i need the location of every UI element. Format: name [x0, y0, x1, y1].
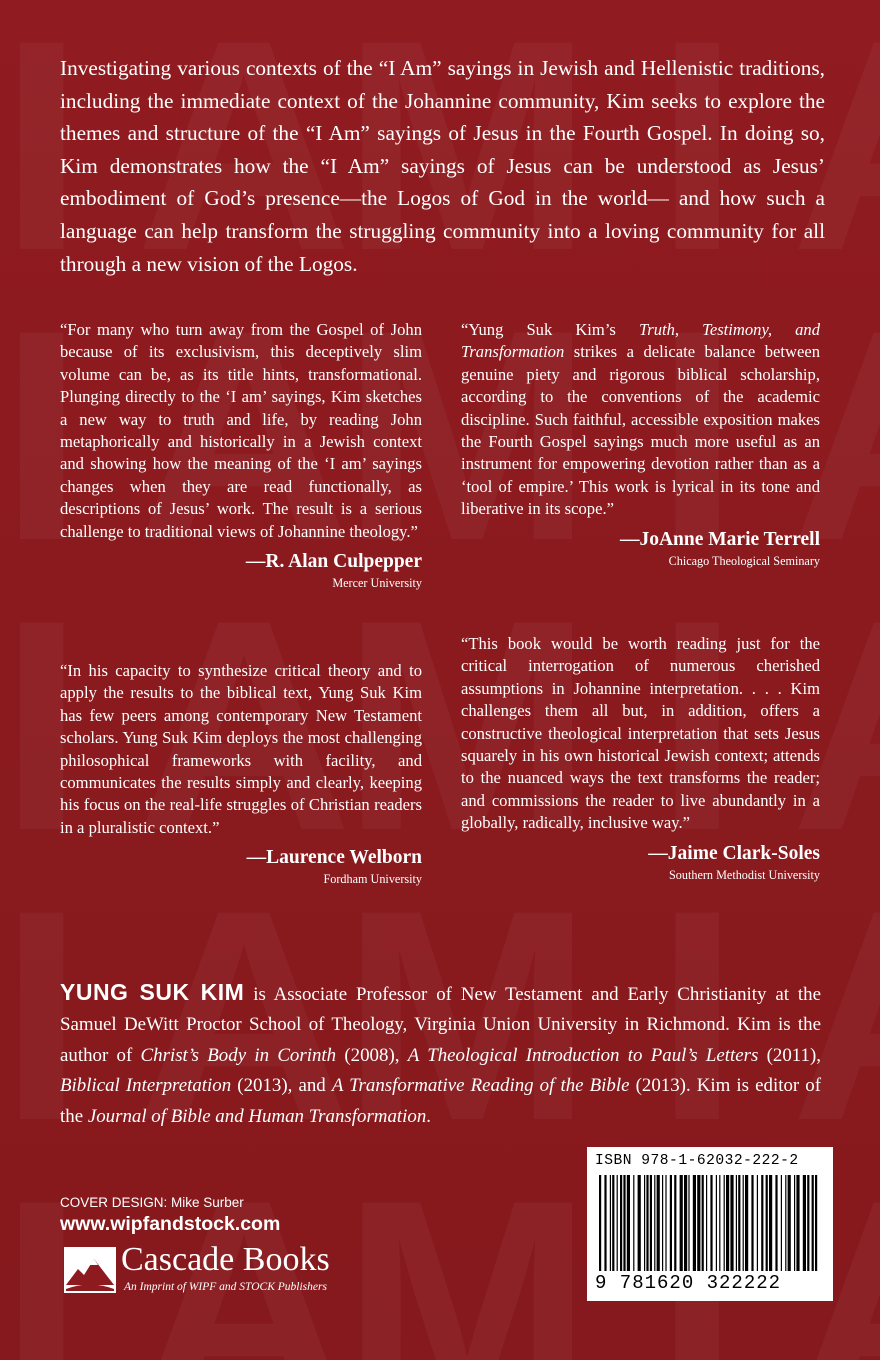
barcode-bar — [812, 1175, 814, 1271]
endorser-affiliation: Mercer University — [332, 576, 422, 591]
barcode-bar — [680, 1175, 683, 1271]
bio-book-title: A Transformative Reading of the Bible — [331, 1075, 630, 1097]
barcode-bar — [775, 1175, 777, 1271]
barcode-bar — [670, 1175, 672, 1271]
endorsement-text-end: strikes a delicate balance between genuine piety and rigorous biblical scholarship, according to the conventions of the academic discipline. Such faithful, accessible exposition makes the Fourth Gospel sayings much more useful as an instrument for empowering devotion rather than as a ‘tool of empire.’ This work is lyrical in its tone and liberative in its scope.” — [461, 342, 820, 519]
barcode-bar — [665, 1175, 666, 1271]
endorser-affiliation: Chicago Theological Seminary — [668, 553, 820, 568]
barcode-bar — [781, 1175, 782, 1271]
endorsement-terrell — [461, 319, 820, 569]
endorser-affiliation: Southern Methodist University — [669, 867, 820, 882]
barcode-bar — [620, 1175, 622, 1271]
bio-journal-title: Journal of Bible and Human Transformation — [87, 1105, 427, 1127]
barcode-bar — [736, 1175, 737, 1271]
endorsement-text: “In his capacity to synthesize critical theory and to apply the results to the biblical text, Yung Suk Kim has few peers among contemporary New Testament scholars. Yung Suk Kim deploys the most challenging philosophical frameworks with facility, and communicates the results simply and clearly, keeping his focus on the real-life struggles of Christian readers in a pluralistic context.” — [60, 661, 422, 837]
endorsement-text: “This book would be worth reading just for the critical interrogation of numerous cherished assumptions in Johannine interpretation. . . . Kim challenges them all but, in addition, offers a constructive theological interpretation that sets Jesus squarely in his own historical Jewish context; attends to the nuanced ways the text transforms the reader; and commissions the reader to live abundantly in a globally, radically, inclusive way.” — [461, 634, 820, 833]
barcode-bar — [738, 1175, 740, 1271]
barcode-bar — [688, 1175, 689, 1271]
barcode-bar — [751, 1175, 753, 1271]
barcode-bar — [803, 1175, 806, 1271]
barcode-bar — [710, 1175, 712, 1271]
endorsement-text — [461, 319, 820, 521]
isbn-barcode — [587, 1147, 833, 1301]
bio-book-title: Christ’s Body in Corinth — [140, 1044, 337, 1066]
endorsement-text-start: “Yung Suk Kim’s — [461, 320, 639, 339]
barcode-bar — [693, 1175, 696, 1271]
endorser-affiliation: Fordham University — [323, 872, 422, 887]
bio-book-title: Biblical Interpretation — [60, 1075, 232, 1097]
barcode-bar — [796, 1175, 799, 1271]
barcode-bar — [745, 1175, 748, 1271]
endorsement-culpepper — [60, 319, 422, 591]
isbn-label: ISBN 978-1-62032-222-2 — [595, 1153, 799, 1169]
book-description: Investigating various contexts of the “I Am” sayings in Jewish and Hellenistic traditions, including the immediate context of the Johannine community, Kim seeks to explore the themes and structure of the “I Am” sayings of Jesus in the Fourth Gospel. In doing so, Kim demonstrates how the “I Am” sayings of Jesus can be understood as Jesus’ embodiment of God’s presence—the Logos of God in the world— and how such a language can help transform the struggling community into a loving community for all through a new vision of the Logos. — [60, 56, 825, 276]
barcode-bar — [815, 1175, 817, 1271]
barcode-bar — [794, 1175, 795, 1271]
barcode-bar — [726, 1175, 729, 1271]
book-title: Truth, Testimony, and Transformation — [461, 320, 820, 362]
bio-text: . — [426, 1105, 432, 1127]
barcode-bar — [684, 1175, 687, 1271]
bio-text: (2013). Kim is editor of the — [60, 1075, 822, 1127]
isbn-digits: 9 781620 322222 — [595, 1272, 782, 1294]
barcode-bar — [599, 1175, 601, 1271]
publisher-logo-name: Cascade Books — [121, 1241, 330, 1278]
barcode-bar — [612, 1175, 614, 1271]
barcode-bar — [730, 1175, 733, 1271]
endorser-name: —Jaime Clark-Soles — [648, 842, 820, 864]
barcode-bar — [646, 1175, 648, 1271]
bio-text: is Associate Professor of New Testament and Early Christianity at the Samuel DeWitt Proctor School of Theology, Virginia Union University in Richmond. Kim is the author of — [60, 984, 822, 1066]
barcode-bar — [633, 1175, 634, 1271]
barcode-bar — [743, 1175, 744, 1271]
barcode-bar — [757, 1175, 758, 1271]
endorser-name: —JoAnne Marie Terrell — [619, 528, 820, 550]
barcode-bar — [604, 1175, 606, 1271]
publisher-logo-tagline: An Imprint of WIPF and STOCK Publishers — [124, 1281, 327, 1293]
barcode-bar — [697, 1175, 700, 1271]
barcode-bar — [654, 1175, 655, 1271]
barcode-bar — [719, 1175, 720, 1271]
author-name: YUNG SUK KIM — [60, 979, 245, 1005]
bio-text: (2013), and — [231, 1075, 332, 1097]
barcode-bar — [769, 1175, 772, 1271]
barcode-bar — [702, 1175, 704, 1271]
barcode-bar — [788, 1175, 791, 1271]
cover-design-credit: COVER DESIGN: Mike Surber — [60, 1195, 244, 1210]
barcode-bar — [766, 1175, 768, 1271]
barcode-bar — [807, 1175, 809, 1271]
barcode-bar — [785, 1175, 786, 1271]
barcode-bar — [644, 1175, 645, 1271]
barcode-bar — [761, 1175, 763, 1271]
bio-text: (2008), — [336, 1044, 408, 1066]
barcode-bar — [610, 1175, 611, 1271]
barcode-bar — [638, 1175, 641, 1271]
bio-book-title: A Theological Introduction to Paul’s Letters — [407, 1044, 759, 1066]
barcode-bar — [674, 1175, 676, 1271]
barcode-bar — [716, 1175, 717, 1271]
barcode-bar — [650, 1175, 652, 1271]
author-bio — [60, 977, 821, 1132]
endorser-name: —Laurence Welborn — [246, 847, 422, 869]
barcode-bar — [623, 1175, 625, 1271]
barcode-bar — [662, 1175, 663, 1271]
barcode-bar — [627, 1175, 630, 1271]
endorser-name: —R. Alan Culpepper — [245, 551, 422, 573]
publisher-website: www.wipfandstock.com — [60, 1213, 281, 1235]
barcode-bar — [724, 1175, 725, 1271]
barcode-bar — [657, 1175, 660, 1271]
publisher-logo — [60, 1241, 405, 1299]
barcode-bars — [597, 1175, 823, 1271]
endorsement-clark-soles — [461, 633, 820, 883]
endorsement-text: “For many who turn away from the Gospel of John because of its exclusivism, this deceptively slim volume can be, as its title hints, transformational. Plunging directly to the ‘I am’ sayings, Kim sketches a new way to truth and life, by reading John metaphorically and historically in a Jewish context and showing how the meaning of the ‘I am’ sayings changes when they are read functionally, as descriptions of Jesus’ work. The result is a serious challenge to traditional views of Johannine theology.” — [60, 320, 422, 541]
barcode-bar — [706, 1175, 707, 1271]
bio-text: (2011), — [758, 1044, 822, 1066]
endorsement-welborn — [60, 660, 422, 887]
mountain-logo-icon — [64, 1247, 116, 1293]
barcode-bar — [617, 1175, 618, 1271]
